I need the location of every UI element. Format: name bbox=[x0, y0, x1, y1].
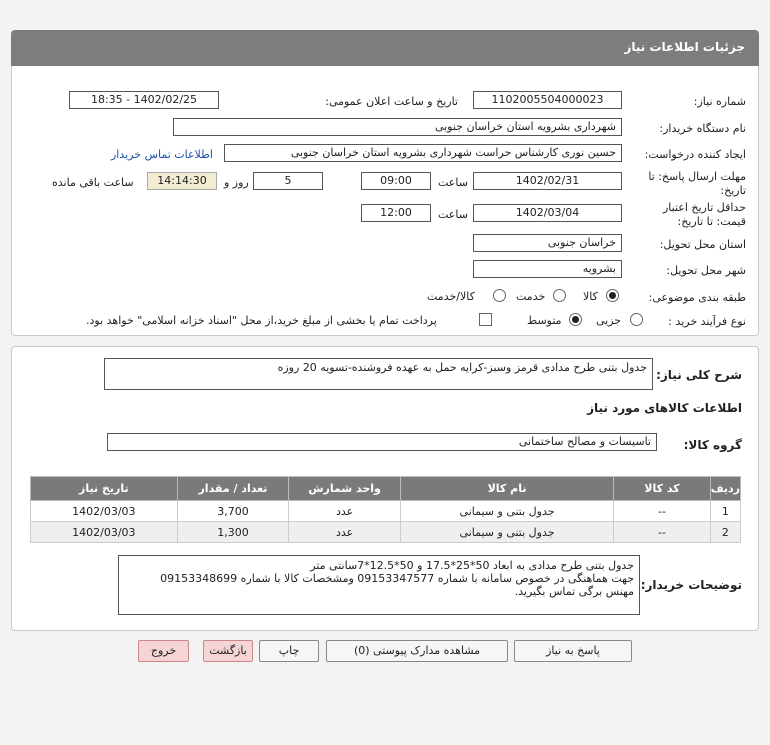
col-code: کد کالا bbox=[614, 477, 711, 501]
validity-time-field: 12:00 bbox=[361, 204, 431, 222]
cell-name: جدول بتنی و سیمانی bbox=[400, 522, 613, 543]
table-row[interactable] bbox=[31, 522, 741, 543]
days-and-label: روز و bbox=[224, 176, 249, 189]
cell-date: 1402/03/03 bbox=[31, 522, 178, 543]
remaining-label: ساعت باقی مانده bbox=[52, 176, 134, 189]
back-button[interactable]: بازگشت bbox=[203, 640, 253, 662]
category-radio-goods-service[interactable] bbox=[493, 289, 506, 302]
province-field: خراسان جنوبی bbox=[473, 234, 622, 252]
need-number-field: 1102005504000023 bbox=[473, 91, 622, 109]
cell-qty: 3,700 bbox=[177, 501, 289, 522]
buyer-notes-field bbox=[118, 555, 640, 615]
deadline-time-field: 09:00 bbox=[361, 172, 431, 190]
province-label: استان محل تحویل: bbox=[659, 238, 746, 251]
category-option-service: خدمت bbox=[516, 290, 546, 303]
col-name: نام کالا bbox=[400, 477, 613, 501]
buyer-org-label: نام دستگاه خریدار: bbox=[659, 122, 746, 135]
page-header bbox=[11, 30, 759, 66]
category-option-goods-service: کالا/خدمت bbox=[427, 290, 475, 303]
goods-group-field: تاسیسات و مصالح ساختمانی bbox=[107, 433, 657, 451]
cell-unit: عدد bbox=[289, 501, 401, 522]
validity-label-date: قیمت: تا تاریخ: bbox=[677, 215, 746, 228]
goods-group-label: گروه کالا: bbox=[683, 438, 742, 452]
deadline-label: مهلت ارسال پاسخ: تا bbox=[648, 170, 746, 183]
buyer-notes-label: توضیحات خریدار: bbox=[640, 578, 742, 592]
table-row[interactable] bbox=[31, 501, 741, 522]
attachments-button[interactable]: مشاهده مدارک پیوستی (0) bbox=[326, 640, 508, 662]
process-radio-minor[interactable] bbox=[630, 313, 643, 326]
buyer-notes-line-3: مهنس برگی تماس بگیرید. bbox=[514, 585, 634, 598]
cell-code: -- bbox=[614, 522, 711, 543]
col-qty: تعداد / مقدار bbox=[177, 477, 289, 501]
col-date: تاریخ نیاز bbox=[31, 477, 178, 501]
process-option-medium: متوسط bbox=[527, 314, 562, 327]
exit-button[interactable]: خروج bbox=[138, 640, 189, 662]
requester-label: ایجاد کننده درخواست: bbox=[644, 148, 746, 161]
buyer-org-field: شهرداری بشرویه استان خراسان جنوبی bbox=[173, 118, 622, 136]
days-field: 5 bbox=[253, 172, 323, 190]
cell-unit: عدد bbox=[289, 522, 401, 543]
goods-section-title: اطلاعات کالاهای مورد نیاز bbox=[587, 401, 742, 415]
summary-label: شرح کلی نیاز: bbox=[656, 368, 742, 382]
deadline-time-label: ساعت bbox=[438, 176, 468, 189]
announce-label: تاریخ و ساعت اعلان عمومی: bbox=[325, 95, 458, 108]
cell-code: -- bbox=[614, 501, 711, 522]
col-index: ردیف bbox=[710, 477, 740, 501]
buyer-notes-line-1: جدول بتنی طرح مدادی به ابعاد 50*25*17.5 و 50*12.5*7سانتی متر bbox=[310, 559, 634, 572]
reply-button[interactable]: پاسخ به نیاز bbox=[514, 640, 632, 662]
cell-qty: 1,300 bbox=[177, 522, 289, 543]
cell-date: 1402/03/03 bbox=[31, 501, 178, 522]
category-option-goods: کالا bbox=[583, 290, 598, 303]
buyer-contact-link[interactable]: اطلاعات تماس خریدار bbox=[111, 148, 213, 161]
remaining-time-field: 14:14:30 bbox=[147, 172, 217, 190]
process-option-minor: جزیی bbox=[596, 314, 622, 327]
city-label: شهر محل تحویل: bbox=[666, 264, 746, 277]
page-title: جزئیات اطلاعات نیاز bbox=[624, 40, 745, 54]
need-number-label: شماره نیاز: bbox=[693, 95, 746, 108]
validity-time-label: ساعت bbox=[438, 208, 468, 221]
summary-field: جدول بتنی طرح مدادی قرمز وسبز-کرایه حمل به عهده فروشنده-تسویه 20 روزه bbox=[104, 358, 653, 390]
cell-index: 1 bbox=[710, 501, 740, 522]
treasury-payment-note: پرداخت تمام یا بخشی از مبلغ خرید،از محل "اسناد خزانه اسلامی" خواهد بود. bbox=[86, 314, 437, 327]
buyer-notes-line-2: جهت هماهنگی در خصوص سامانه با شماره 09153347577 ومشخصات کالا با شماره 09153348699 bbox=[160, 572, 634, 585]
print-button[interactable]: چاپ bbox=[259, 640, 319, 662]
validity-date-field: 1402/03/04 bbox=[473, 204, 622, 222]
cell-name: جدول بتنی و سیمانی bbox=[400, 501, 613, 522]
deadline-label-date: تاریخ: bbox=[720, 184, 746, 197]
category-label: طبقه بندی موضوعی: bbox=[648, 291, 746, 304]
process-label: نوع فرآیند خرید : bbox=[668, 315, 746, 328]
treasury-payment-checkbox[interactable] bbox=[479, 313, 492, 326]
process-radio-medium[interactable] bbox=[569, 313, 582, 326]
table-header-row bbox=[31, 477, 741, 501]
requester-field: حسین نوری کارشناس حراست شهرداری بشرویه استان خراسان جنوبی bbox=[224, 144, 622, 162]
col-unit: واحد شمارش bbox=[289, 477, 401, 501]
category-radio-goods[interactable] bbox=[606, 289, 619, 302]
announce-field: 1402/02/25 - 18:35 bbox=[69, 91, 219, 109]
goods-table bbox=[30, 476, 741, 543]
deadline-date-field: 1402/02/31 bbox=[473, 172, 622, 190]
category-radio-service[interactable] bbox=[553, 289, 566, 302]
cell-index: 2 bbox=[710, 522, 740, 543]
validity-label: حداقل تاریخ اعتبار bbox=[662, 201, 746, 214]
city-field: بشرویه bbox=[473, 260, 622, 278]
